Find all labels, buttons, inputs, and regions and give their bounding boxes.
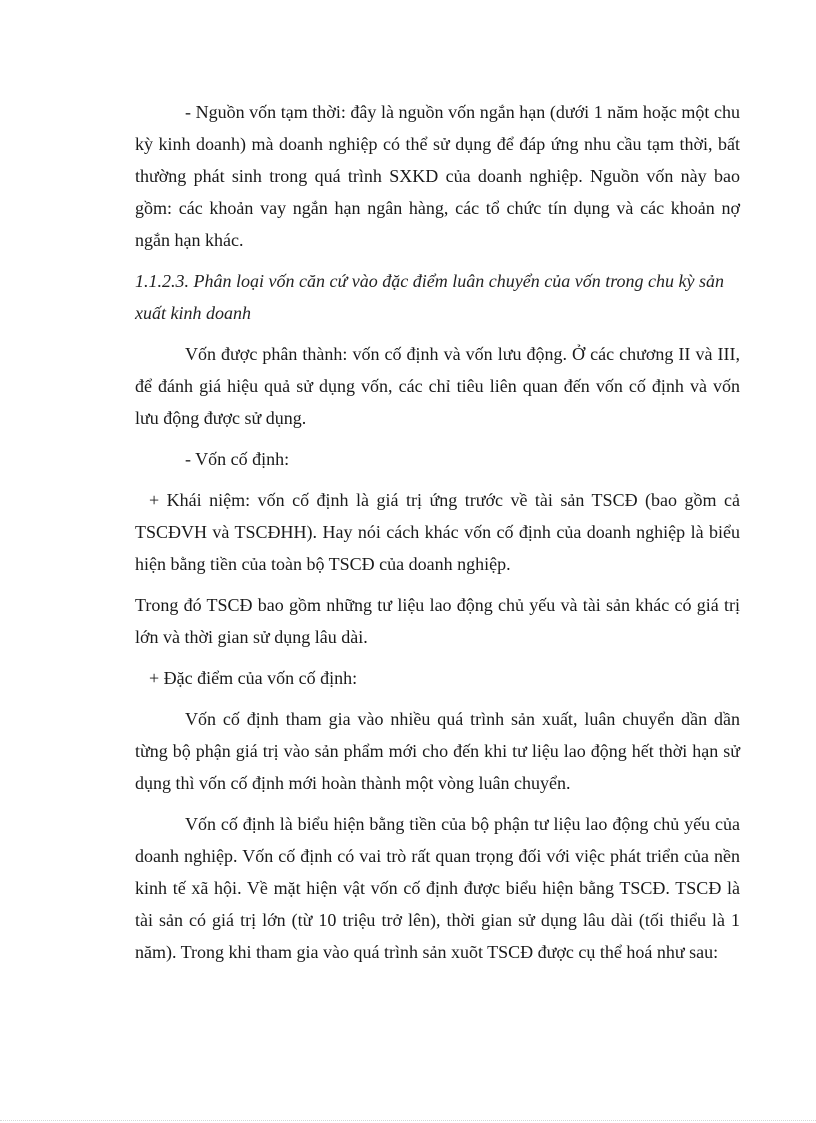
paragraph-capital-classification: Vốn được phân thành: vốn cố định và vốn lưu động. Ở các chương II và III, để đánh giá hiệu quả sử dụng vốn, các chỉ tiêu liên quan đến vốn cố định và vốn lưu động được sử dụng. [135, 344, 740, 428]
paragraph-temporary-capital: - Nguồn vốn tạm thời: đây là nguồn vốn ngắn hạn (dưới 1 năm hoặc một chu kỳ kinh doanh) mà doanh nghiệp có thể sử dụng để đáp ứng nhu cầu tạm thời, bất thường phát sinh trong quá trình SXKD của doanh nghiệp. Nguồn vốn này bao gồm: các khoản vay ngắn hạn ngân hàng, các tổ chức tín dụng và các khoản nợ ngắn hạn khác. [135, 102, 740, 250]
document-page [135, 96, 740, 977]
paragraph-tscd-definition: Trong đó TSCĐ bao gồm những tư liệu lao động chủ yếu và tài sản khác có giá trị lớn và thời gian sử dụng lâu dài. [135, 595, 740, 647]
paragraph-fixed-capital-label: - Vốn cố định: [185, 449, 290, 469]
section-heading-1-1-2-3: 1.1.2.3. Phân loại vốn căn cứ vào đặc điểm luân chuyển của vốn trong chu kỳ sản xuất kinh doanh [135, 271, 725, 323]
paragraph-fixed-capital-role: Vốn cố định là biểu hiện bằng tiền của bộ phận tư liệu lao động chủ yếu của doanh nghiệp. Vốn cố định có vai trò rất quan trọng đối với việc phát triển của nền kinh tế xã hội. Về mặt hiện vật vốn cố định được biểu hiện bằng TSCĐ. TSCĐ là tài sản có giá trị lớn (từ 10 triệu trở lên), thời gian sử dụng lâu dài (tối thiểu là 1 năm). Trong khi tham gia vào quá trình sản xuõt TSCĐ được cụ thể hoá như sau: [135, 814, 740, 962]
page-bottom-divider [0, 1120, 816, 1121]
paragraph-fixed-capital-circulation: Vốn cố định tham gia vào nhiều quá trình sản xuất, luân chuyển dần dần từng bộ phận giá trị vào sản phẩm mới cho đến khi tư liệu lao động hết thời hạn sử dụng thì vốn cố định mới hoàn thành một vòng luân chuyển. [135, 709, 740, 793]
paragraph-fixed-capital-concept: + Khái niệm: vốn cố định là giá trị ứng trước về tài sản TSCĐ (bao gồm cả TSCĐVH và TSCĐHH). Hay nói cách khác vốn cố định của doanh nghiệp là biểu hiện bằng tiền của toàn bộ TSCĐ của doanh nghiệp. [135, 490, 740, 574]
paragraph-fixed-capital-features-label: + Đặc điểm của vốn cố định: [149, 668, 358, 688]
